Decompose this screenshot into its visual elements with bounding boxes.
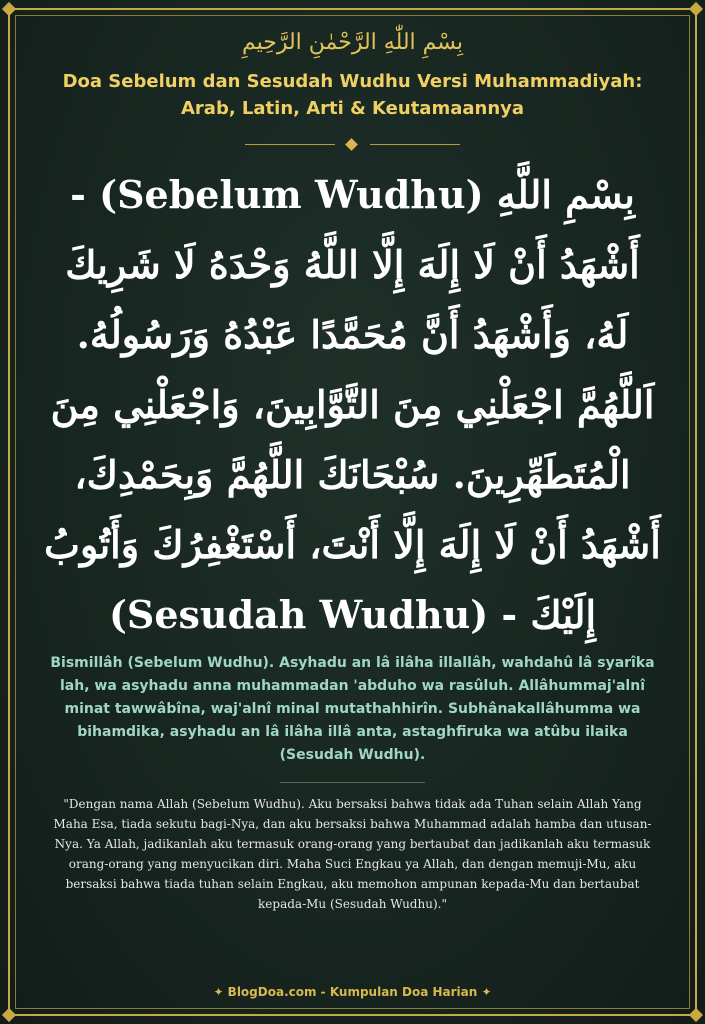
latin-transliteration: Bismillâh (Sebelum Wudhu). Asyhadu an lâ ilâha illallâh, wahdahû lâ syarîka lah, wa asyhadu anna muhammadan 'abduho wa rasûluh. Allâhummaj'alnî minat tawwâbîna, waj'alnî minal mutathahhirîn. Subhânakallâhumma wa bihamdika, asyhadu an lâ ilâha illâ anta, astaghfiruka wa atûbu ilaika (Sesudah Wudhu). xyxy=(50,655,655,763)
indonesian-translation: "Dengan nama Allah (Sebelum Wudhu). Aku bersaksi bahwa tidak ada Tuhan selain Allah Yang Maha Esa, tiada sekutu bagi-Nya, dan aku bersaksi bahwa Muhammad adalah hamba dan utusan-Nya. Ya Allah, jadikanlah aku termasuk orang-orang yang bertaubat dan jadikanlah aku termasuk orang-orang yang menyucikan diri. Maha Suci Engkau ya Allah, dan dengan memuji-Mu, aku bersaksi bahwa tiada tuhan selain Engkau, aku memohon ampunan kepada-Mu dan bertaubat kepada-Mu (Sesudah Wudhu)." xyxy=(53,797,652,911)
basmala-heading: بِسْمِ اللّٰهِ الرَّحْمٰنِ الرَّحِيمِ xyxy=(241,30,464,55)
page-title: Doa Sebelum dan Sesudah Wudhu Versi Muhammadiyah: Arab, Latin, Arti & Keutamaannya xyxy=(62,71,643,119)
arabic-prayer-text: بِسْمِ اللَّهِ (Sebelum Wudhu) - أَشْهَدُ أَنْ لَا إِلَهَ إِلَّا اللَّهُ وَحْدَهُ لَا شَرِيكَ لَهُ، وَأَشْهَدُ أَنَّ مُحَمَّدًا عَبْدُهُ وَرَسُولُهُ. اَللَّهُمَّ اجْعَلْنِي مِنَ التَّوَّابِينَ، وَاجْعَلْنِي مِنَ الْمُتَطَهِّرِينَ. سُبْحَانَكَ اللَّهُمَّ وَبِحَمْدِكَ، أَشْهَدُ أَنْ لَا إِلَهَ إِلَّا أَنْتَ، أَسْتَغْفِرُكَ وَأَتُوبُ إِلَيْكَ - (Sesudah Wudhu) xyxy=(44,172,661,637)
ornament-divider xyxy=(245,139,460,151)
section-divider xyxy=(280,782,425,783)
diamond-icon xyxy=(345,138,358,151)
footer-credit: ✦ BlogDoa.com - Kumpulan Doa Harian ✦ xyxy=(213,985,492,999)
